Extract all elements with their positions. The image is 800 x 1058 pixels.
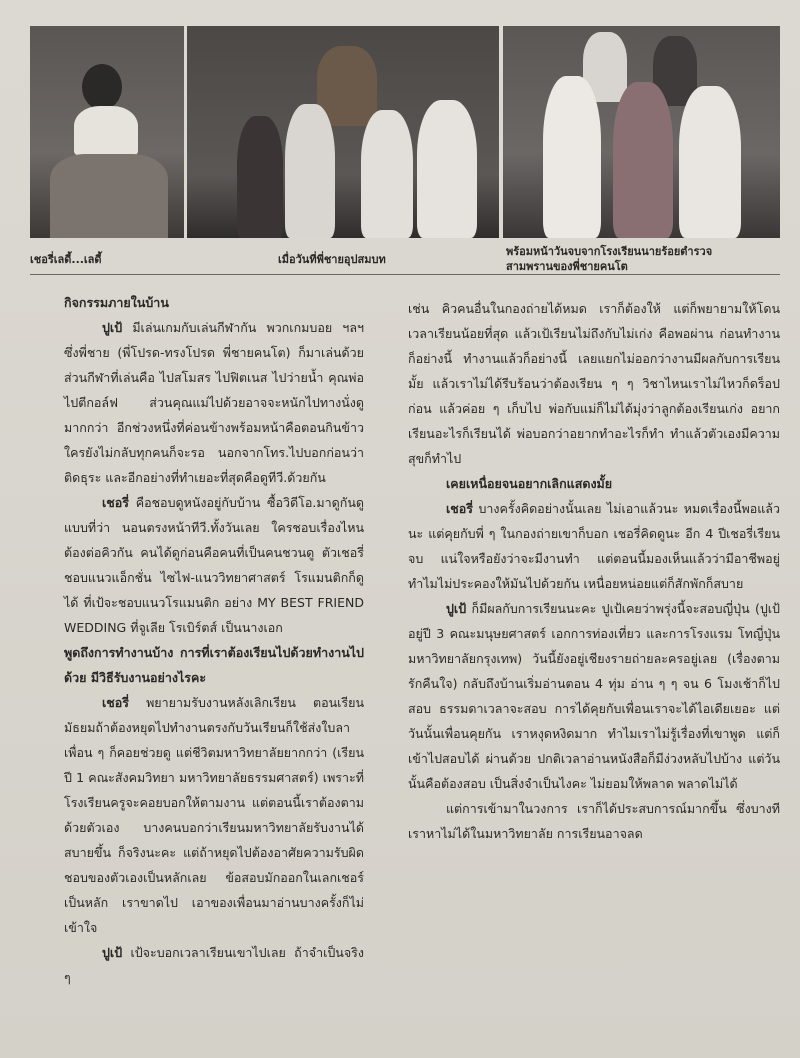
paragraph-text: มีเล่นเกมกับเล่นกีฬากัน พวกเกมบอย ฯลฯ ซึ่งพี่ชาย (พี่โปรด-ทรงโปรด พี่ชายคนโต) ก็มาเล่นด้วย ส่วนกีฬาที่เล่นคือ ไปสโมสร ไปฟิตเนส ไปว่ายน้ำ คุณพ่อไปตีกอล์ฟ ส่วนคุณแม่ไปด้วยอาจจะหนักไปทางนั่งดูมากกว่า อีกช่วงหนึ่งที่ค่อนข้างพร้อมหน้าคือตอนกินข้าว ใครยังไม่กลับทุกคนก็จะรอ นอกจากโทร.ไปบอกก่อนว่าติดธุระ และอีกอย่างที่ทำเยอะที่สุดคือดูทีวี.ด้วยกัน <box>64 320 364 485</box>
caption-photo1: เชอรี่เลดี้...เลดี้ <box>30 253 102 266</box>
paragraph <box>64 690 364 940</box>
photo-graduation <box>503 26 780 238</box>
paragraph <box>64 490 364 640</box>
left-column <box>64 290 364 990</box>
caption-photo3-line1: พร้อมหน้าวันจบจากโรงเรียนนายร้อยตำรวจ <box>506 245 713 258</box>
paragraph-text: ก็มีผลกับการเรียนนะคะ ปูเป้เคยว่าพรุ่งนี้จะสอบญี่ปุ่น (ปูเป้อยู่ปี 3 คณะมนุษยศาสตร์ เอกการท่องเที่ยว และการโรงแรม โทญี่ปุ่น มหาวิทยาลัยกรุงเทพ) วันนี้ยังอยู่เชียงรายถ่ายละครอยู่เลย (เรื่องตามรักคืนใจ) กลับถึงบ้านเริ่มอ่านตอน 4 ทุ่ม อ่าน ๆ ๆ จน 6 โมงเช้าก็ไปสอบ ธรรมดาเวลาจะสอบ การได้คุยกับเพื่อนเราจะได้ไอเดียเยอะ แต่วันนั้นเพื่อนคุยกัน เราหงุดหงิดมาก ทำไมเราไม่รู้เรื่องที่เขาพูด แต่ก็เข้าไปสอบได้ ผ่านด้วย ปกติเวลาอ่านหนังสือก็มีง่วงหลับไปบ้าง แต่วันนั้นคือต้องสอบ เป็นสิ่งจำเป็นไงคะ ไม่ยอมให้พลาด พลาดไม่ได้ <box>408 601 780 791</box>
speaker-name: เชอรี่ <box>102 695 129 710</box>
paragraph <box>64 315 364 490</box>
paragraph-text: บางครั้งคิดอย่างนั้นเลย ไม่เอาแล้วนะ หมดเรื่องนี้พอแล้วนะ แต่คุยกับพี่ ๆ ในกองถ่ายเขาก็บอก เชอรี่คิดดูนะ อีก 4 ปีเชอรี่เรียนจบ แน่ใจหรือยังว่าจะมีงานทำ แต่ตอนนี้มองเห็นแล้วว่ามีอาชีพอยู่ ทำไมไม่ประคองให้มันไปด้วยกัน เหนื่อยหน่อยแต่ก็สักพักก็สบาย <box>408 501 780 591</box>
speaker-name: เชอรี่ <box>446 501 473 516</box>
caption-divider <box>30 274 780 275</box>
speaker-name: ปูเป้ <box>102 945 123 960</box>
caption-photo2: เมื่อวันที่พี่ชายอุปสมบท <box>278 253 386 266</box>
section-heading: กิจกรรมภายในบ้าน <box>64 295 169 310</box>
photo-cherry-lady <box>30 26 184 238</box>
right-column <box>408 296 780 846</box>
paragraph: แต่การเข้ามาในวงการ เราก็ได้ประสบการณ์มากขึ้น ซึ่งบางทีเราหาไม่ได้ในมหาวิทยาลัย การเรียนอาจลด <box>408 801 780 841</box>
paragraph <box>64 940 364 990</box>
photo-captions <box>30 244 780 274</box>
question: เคยเหนื่อยจนอยากเลิกแสดงมั้ย <box>446 476 613 491</box>
paragraph <box>408 596 780 796</box>
paragraph-text: คือชอบดูหนังอยู่กับบ้าน ซื้อวิดีโอ.มาดูกันดูแบบที่ว่า นอนตรงหน้าทีวี.ทั้งวันเลย ใครชอบเรื่องไหนต้องต่อคิวกัน คนได้ดูก่อนคือคนที่เป็นคนชวนดู ตัวเชอรี่ชอบแนวแอ็กชั่น ไซไฟ-แนววิทยาศาสตร์ โรแมนติกก็ดูได้ ที่เป้จะชอบแนวโรแมนติก อย่าง MY BEST FRIEND WEDDING ที่จูเลีย โรเบิร์ตส์ เป็นนางเอก <box>64 495 364 635</box>
photo-strip <box>30 26 780 240</box>
photo-ordination <box>187 26 499 238</box>
paragraph <box>408 496 780 596</box>
question: พูดถึงการทำงานบ้าง การที่เราต้องเรียนไปด้วยทำงานไปด้วย มีวิธีรับงานอย่างไรคะ <box>64 645 364 685</box>
caption-photo3 <box>506 244 780 274</box>
speaker-name: ปูเป้ <box>446 601 467 616</box>
caption-photo3-line2: สามพรานของพี่ชายคนโต <box>506 260 628 273</box>
paragraph-text: พยายามรับงานหลังเลิกเรียน ตอนเรียนมัธยมถ้าต้องหยุดไปทำงานตรงกับวันเรียนก็ใช้ส่งใบลา เพื่อน ๆ ก็คอยช่วยดู แต่ชีวิตมหาวิทยาลัยยากกว่า (เรียนปี 1 คณะสังคมวิทยา มหาวิทยาลัยธรรมศาสตร์) เพราะที่โรงเรียนครูจะคอยบอกให้ตามงาน แต่ตอนนี้เราต้องตามด้วยตัวเอง บางคนบอกว่าเรียนมหาวิทยาลัยรับงานได้สบายขึ้น ก็จริงนะคะ แต่ถ้าหยุดไปต้องอาศัยความรับผิดชอบของตัวเองเป็นหลักเลย ข้อสอบมักออกในเลกเชอร์เป็นหลัก เราขาดไป เอาของเพื่อนมาอ่านบางครั้งก็ไม่เข้าใจ <box>64 695 364 935</box>
speaker-name: ปูเป้ <box>102 320 123 335</box>
paragraph-text: เป้จะบอกเวลาเรียนเขาไปเลย ถ้าจำเป็นจริง ๆ <box>64 945 364 985</box>
speaker-name: เชอรี่ <box>102 495 129 510</box>
paragraph: เช่น คิวคนอื่นในกองถ่ายได้หมด เราก็ต้องให้ แต่ก็พยายามให้โดนเวลาเรียนน้อยที่สุด แล้วเป้เรียนไม่ถึงกับไม่เก่ง คือพอผ่าน ก่อนทำงานก็อย่างนี้ ทำงานแล้วก็อย่างนี้ เลยแยกไม่ออกว่างานมีผลกับการเรียนมั้ย แล้วเราไม่ได้รีบร้อนว่าต้องเรียน ๆ ๆ วิชาไหนเราไม่ไหวก็ดร็อปก่อน แล้วค่อย ๆ เก็บไป พ่อกับแม่ก็ไม่ได้มุ่งว่าลูกต้องเรียนเก่ง อยากเรียนอะไรก็เรียนได้ พ่อบอกว่าอยากทำอะไรก็ทำ ทำแล้วตัวเองมีความสุขก็ทำไป <box>408 301 780 466</box>
